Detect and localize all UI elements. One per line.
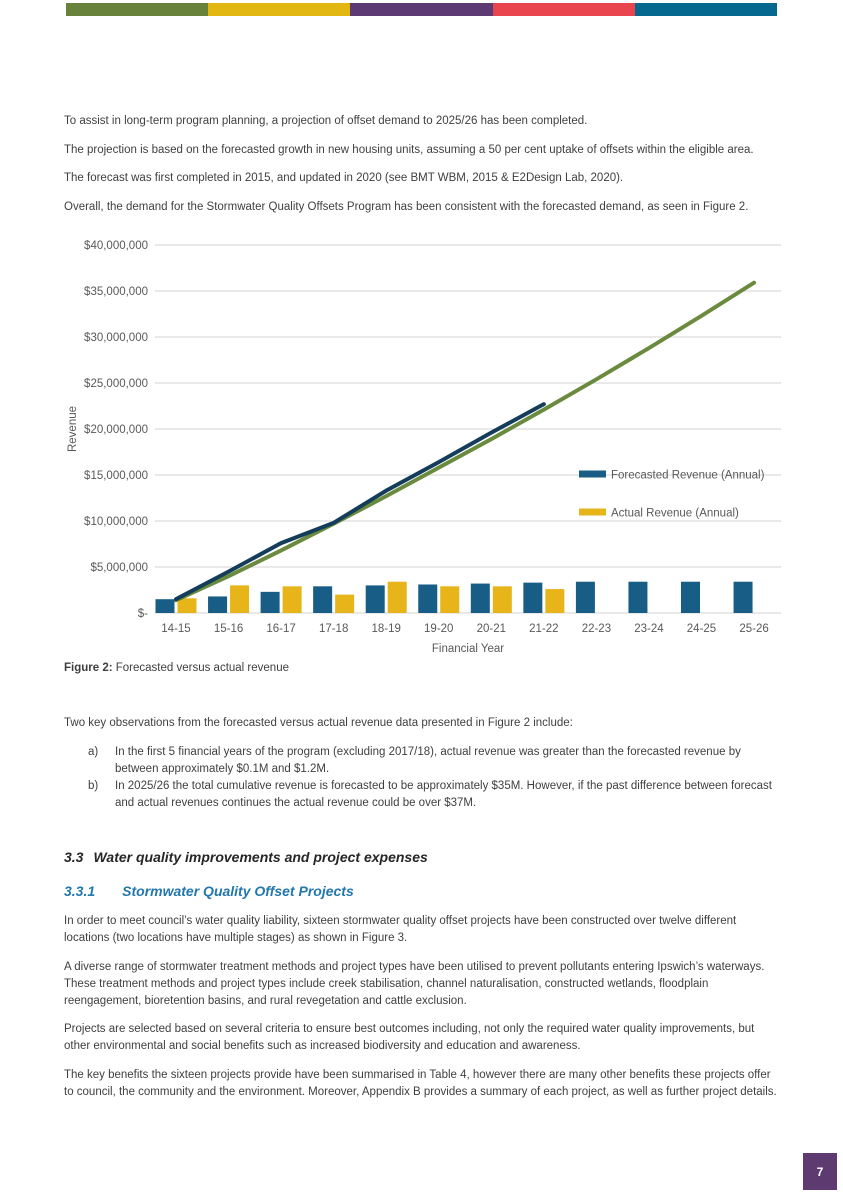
- y-tick-label: $10,000,000: [84, 516, 148, 528]
- bar-actual: [493, 586, 512, 613]
- bar-forecast: [366, 585, 385, 613]
- observations-intro: Two key observations from the forecasted versus actual revenue data presented in Figure 2 include:: [64, 717, 573, 729]
- legend-label: Forecasted Revenue (Annual): [611, 469, 765, 482]
- bar-actual: [440, 586, 459, 613]
- bar-forecast: [576, 582, 595, 613]
- top-bar-segment-yellow: [208, 3, 350, 16]
- body-paragraph: Projects are selected based on several criteria to ensure best outcomes including, not only the required water quality improvements, but other environmental and social benefits such as increased biodiversity and education and awareness.: [64, 1023, 755, 1052]
- bar-forecast: [734, 582, 753, 613]
- bar-forecast: [261, 592, 280, 613]
- observation-text: In the first 5 financial years of the program (excluding 2017/18), actual revenue was greater than the forecasted revenue by between approximately $0.1M and $1.2M.: [115, 745, 741, 775]
- bar-forecast: [156, 599, 175, 613]
- x-tick-label: 14-15: [161, 623, 191, 635]
- x-tick-label: 16-17: [266, 623, 296, 635]
- bar-actual: [178, 598, 197, 613]
- observations: [64, 715, 779, 812]
- x-tick-label: 23-24: [634, 623, 664, 635]
- figure-caption-label: Figure 2:: [64, 662, 113, 674]
- bar-forecast: [628, 582, 647, 613]
- intro-paragraph: Overall, the demand for the Stormwater Quality Offsets Program has been consistent with the forecasted demand, as seen in Figure 2.: [64, 200, 749, 213]
- y-tick-label: $15,000,000: [84, 470, 148, 482]
- section-heading: [64, 848, 779, 866]
- top-bar-segment-purple: [350, 3, 492, 16]
- observation-marker: b): [88, 779, 99, 792]
- bar-actual: [283, 586, 302, 613]
- y-tick-label: $35,000,000: [84, 286, 148, 298]
- x-tick-label: 22-23: [581, 623, 612, 635]
- intro-paragraph: The forecast was first completed in 2015, and updated in 2020 (see BMT WBM, 2015 & E2Design Lab, 2020).: [64, 172, 624, 184]
- x-tick-label: 21-22: [529, 623, 559, 635]
- x-tick-label: 19-20: [424, 623, 454, 635]
- section-3-3: [64, 848, 779, 1112]
- bar-forecast: [208, 596, 227, 613]
- intro-paragraph: To assist in long-term program planning, a projection of offset demand to 2025/26 has been completed.: [64, 115, 588, 127]
- body-paragraph: The key benefits the sixteen projects provide have been summarised in Table 4, however there are many other benefits these projects offer to council, the community and the environment. Moreover, Appendix B provides a summary of each project, as well as further project details.: [64, 1068, 777, 1098]
- observation-text: In 2025/26 the total cumulative revenue is forecasted to be approximately $35M. However, if the past difference between forecast and actual revenues continues the actual revenue could be over $37M.: [115, 779, 772, 809]
- revenue-chart-svg: [0, 235, 843, 665]
- bar-actual: [230, 585, 249, 613]
- bar-actual: [545, 589, 564, 613]
- y-tick-label: $25,000,000: [84, 378, 148, 390]
- y-tick-label: $5,000,000: [90, 562, 148, 574]
- body-paragraph: In order to meet council’s water quality liability, sixteen stormwater quality offset projects have been constructed over twelve different locations (two locations have multiple stages) as shown in Figure 3.: [64, 915, 737, 944]
- bar-forecast: [418, 584, 437, 613]
- subsection-number: 3.3.1: [64, 883, 96, 899]
- x-tick-label: 25-26: [739, 623, 769, 635]
- intro-text: [64, 113, 779, 227]
- page-number: 7: [816, 1164, 824, 1179]
- y-tick-label: $-: [137, 608, 148, 620]
- body-paragraph: A diverse range of stormwater treatment methods and project types have been utilised to prevent pollutants entering Ipswich’s waterways. These treatment methods and project types include creek stabilisation, channel naturalisation, constructed wetlands, floodplain reengagement, bioretention basins, and rural revegetation and cattle exclusion.: [64, 960, 765, 1007]
- observations-list: [64, 744, 779, 812]
- bar-forecast: [681, 582, 700, 613]
- bar-actual: [388, 582, 407, 613]
- intro-paragraph: The projection is based on the forecasted growth in new housing units, assuming a 50 per cent uptake of offsets within the eligible area.: [64, 143, 754, 156]
- top-bar-segment-teal: [635, 3, 777, 16]
- y-tick-label: $40,000,000: [84, 240, 148, 252]
- top-bar-segment-green: [66, 3, 208, 16]
- figure-caption-text: Forecasted versus actual revenue: [112, 662, 289, 674]
- x-tick-label: 24-25: [686, 623, 717, 635]
- page-number-badge: [803, 1153, 837, 1190]
- x-tick-label: 18-19: [371, 623, 401, 635]
- subsection-title: Stormwater Quality Offset Projects: [122, 883, 354, 899]
- bar-forecast: [313, 586, 332, 613]
- x-axis-title: Financial Year: [431, 643, 505, 655]
- section-number: 3.3: [64, 849, 84, 865]
- top-bar-segment-red: [493, 3, 635, 16]
- observation-item: [88, 744, 779, 778]
- x-tick-label: 20-21: [476, 623, 507, 635]
- figure-caption: [64, 662, 289, 674]
- cumulative-line-actual: [176, 404, 544, 599]
- legend-swatch: [579, 509, 606, 516]
- x-tick-label: 15-16: [213, 623, 244, 635]
- x-tick-label: 17-18: [318, 623, 349, 635]
- revenue-chart: [0, 235, 843, 665]
- y-axis-title: Revenue: [67, 405, 79, 453]
- observation-item: [88, 778, 779, 812]
- legend-label: Actual Revenue (Annual): [611, 507, 739, 520]
- observation-marker: a): [88, 745, 99, 758]
- subsection-heading: [64, 882, 779, 900]
- bar-forecast: [471, 584, 490, 613]
- y-tick-label: $20,000,000: [84, 424, 148, 436]
- y-tick-label: $30,000,000: [84, 332, 148, 344]
- bar-actual: [335, 595, 354, 613]
- legend-swatch: [579, 471, 606, 478]
- bar-forecast: [523, 583, 542, 613]
- top-color-bar: [66, 3, 777, 16]
- section-title: Water quality improvements and project expenses: [93, 849, 428, 865]
